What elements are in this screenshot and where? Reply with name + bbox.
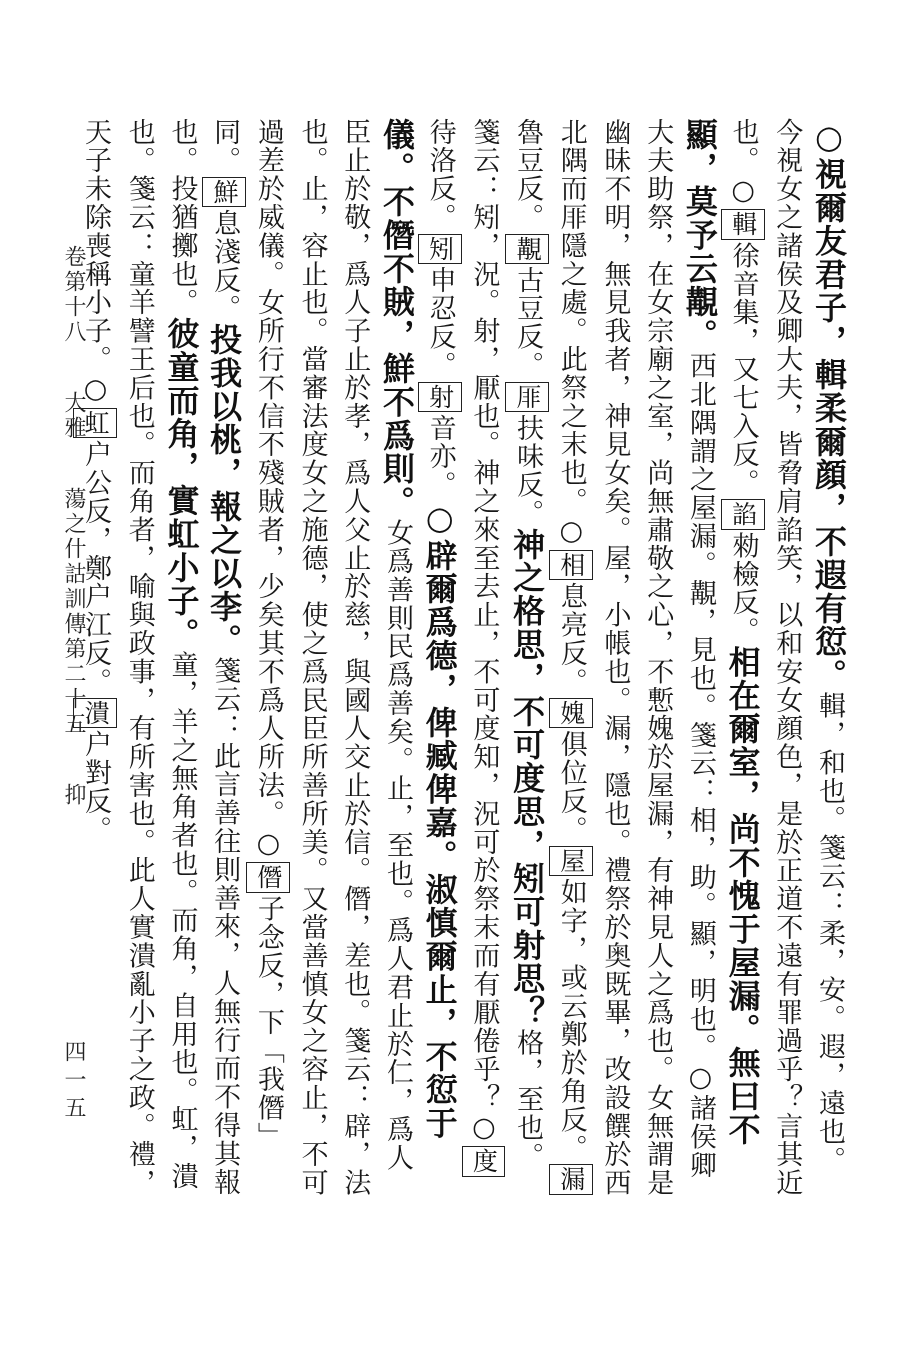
commentary-note: 如字，或云鄭於角反。	[555, 878, 587, 1163]
classic-text: ○視爾友君子，輯柔爾顔，不遐有愆。	[810, 118, 848, 692]
commentary-note: 古豆反。	[512, 266, 544, 380]
classic-text: ○辟爾爲德，俾臧俾嘉。淑慎爾止，不愆于儀。不僭不賊，鮮不爲則。	[377, 118, 459, 1140]
commentary-note: 西北隅謂之屋漏。覯，見也。箋云：相，助。顯，明也。○諸侯卿大夫助祭，在女宗廟之室，尚無肅敬之心，不慙媿於屋漏，有神見人之爲也。女無謂是幽昧不明，無見我者，神見女矣。屋，小帳也。漏，隱也。禮祭於奥既畢，改設饌於西北隅而厞隱之處。此祭之末也。○	[555, 118, 716, 1198]
commentary-note: 女爲善則民爲善矣。止，至也。爲人君止於仁，爲人臣止於敬，爲人子止於孝，爲人父止於慈，與國人交止於信。僭，差也。箋云：辟，法也。止，容止也。當審法度女之施德，使之爲民臣所善所美。又當善慎女之容止，不可過差於威儀。女所行不信不殘賊者，少矣其不爲人所法。○	[252, 118, 413, 1198]
boxed-gloss-char: 潰	[73, 698, 117, 728]
commentary-note: 户公反，鄭户江反。	[80, 440, 112, 697]
boxed-gloss-char: 相	[549, 550, 593, 580]
running-footer	[58, 245, 89, 808]
commentary-note: 子念反，下「我僭」同。	[209, 118, 284, 1151]
commentary-note: 勑檢反。	[727, 531, 759, 646]
boxed-gloss-char: 厞	[505, 382, 549, 412]
commentary-note: 息淺反。	[209, 209, 241, 323]
volume-label: 卷第十八	[61, 245, 86, 345]
boxed-gloss-char: 射	[418, 382, 462, 412]
commentary-note: 輯，和也。箋云：柔，安。遐，遠也。今視女之諸侯及卿大夫，皆脅肩諂笑，以和安女顔色，是於正道不遠有罪過乎？言其近也。○	[727, 118, 845, 1198]
commentary-note: 申忍反。	[424, 266, 456, 380]
boxed-gloss-char: 矧	[418, 234, 462, 264]
commentary-note: 格，至也。箋云：矧，況。射，厭也。神之來至去止，不可度知，況可於祭末而有厭倦乎？○	[468, 118, 544, 1171]
commentary-note: 俱位反。	[555, 730, 587, 845]
commentary-note: 魯豆反。	[512, 118, 544, 232]
boxed-gloss-char: 漏	[549, 1164, 593, 1194]
commentary-note: 徐音集，又七入反。	[727, 241, 759, 498]
commentary-note: 音亦。	[424, 414, 456, 500]
commentary-note: 童，羊之無角者也。而角，自用也。虹，潰也。箋云：童羊譬王后也。而角者，喻與政事，有所害也。此人實潰亂小子之政。禮，天子未除喪稱小子。○	[80, 118, 198, 1198]
commentary-text-block	[80, 118, 850, 1198]
page-number: 四一五	[61, 1040, 86, 1124]
boxed-gloss-char: 鮮	[202, 177, 246, 207]
classic-text: 相在爾室，尚不愧于屋漏。無曰不顯，莫予云覯。	[680, 118, 762, 1147]
boxed-gloss-char: 媿	[549, 698, 593, 728]
classic-text: 投我以桃，報之以李。	[205, 322, 244, 657]
boxed-gloss-char: 虹	[73, 408, 117, 438]
commentary-note: 扶味反。	[512, 414, 544, 528]
boxed-gloss-char: 僭	[246, 862, 290, 892]
commentary-note: 待洛反。	[424, 118, 456, 232]
boxed-gloss-char: 諂	[721, 499, 765, 529]
boxed-gloss-char: 度	[462, 1146, 506, 1176]
boxed-gloss-char: 輯	[721, 209, 765, 239]
chapter-label: 蕩之什詁訓傳第二十五	[61, 487, 86, 737]
section-label: 大雅	[61, 391, 86, 441]
classic-text: 神之格思，不可度思，矧可射思？	[508, 527, 547, 1029]
poem-label: 抑	[61, 783, 86, 808]
boxed-gloss-char: 覯	[505, 234, 549, 264]
classic-text: 彼童而角，實虹小子。	[162, 316, 201, 651]
commentary-note: 户對反。	[80, 730, 112, 845]
commentary-note: 息亮反。	[555, 582, 587, 697]
commentary-note: 箋云：此言善往則善來，人無行而不得其報也。投猶擲也。	[166, 118, 241, 1197]
boxed-gloss-char: 屋	[549, 846, 593, 876]
